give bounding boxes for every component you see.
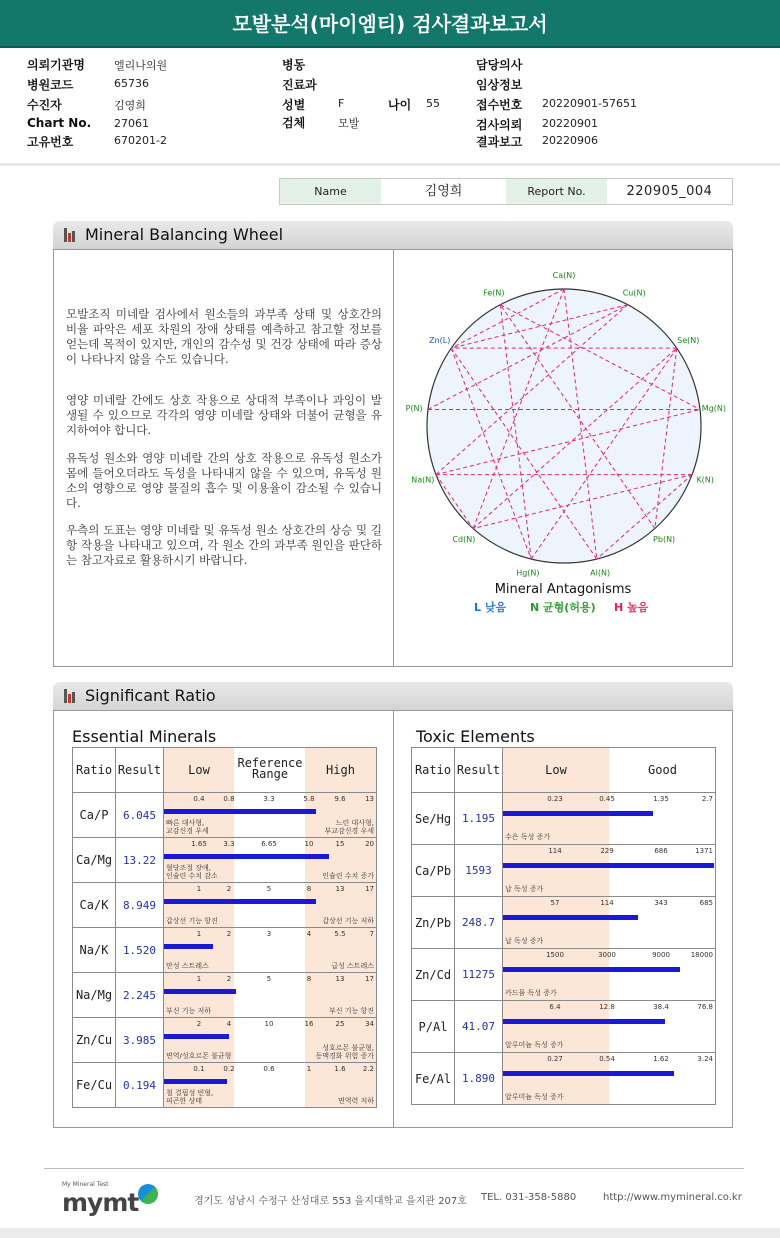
- info-value: 20220901: [542, 117, 598, 130]
- tick-label: 2: [226, 885, 232, 893]
- tick-labels: [503, 1003, 715, 1013]
- tick-labels: [164, 1020, 376, 1030]
- tick-label: 9000: [652, 951, 670, 959]
- tick-label: 34: [365, 1020, 374, 1028]
- tick-label: 1.65: [191, 840, 207, 848]
- ratio-row: [73, 883, 377, 928]
- ratio-name: P/Al: [412, 1001, 455, 1053]
- tick-labels: [503, 951, 715, 961]
- ratio-note-left: 만성 스트레스: [166, 962, 209, 970]
- wheel-node-label: P(N): [405, 403, 423, 413]
- ratio-result: 2.245: [116, 973, 164, 1018]
- name-value: 김영희: [424, 184, 463, 199]
- ratio-bar: [503, 967, 680, 972]
- wheel-node-label: Fe(N): [483, 288, 505, 298]
- info-label: 성별: [282, 98, 306, 112]
- tick-label: 13: [365, 795, 374, 803]
- ratio-result: 248.7: [455, 897, 503, 949]
- tick-label: 1: [196, 930, 202, 938]
- tick-label: 2.2: [362, 1065, 374, 1073]
- ratio-name: Ca/Pb: [412, 845, 455, 897]
- tick-label: 6.65: [261, 840, 277, 848]
- ratio-name: Na/K: [73, 928, 116, 973]
- tick-label: 12.8: [599, 1003, 615, 1011]
- section-title: Mineral Balancing Wheel: [85, 225, 284, 244]
- info-label: 임상정보: [476, 78, 523, 92]
- ratio-name: Ca/K: [73, 883, 116, 928]
- ratio-note: 납 독성 증가: [505, 885, 544, 893]
- info-label: 진료과: [282, 78, 317, 92]
- tick-label: 2: [226, 975, 232, 983]
- ratio-bar-cell: [503, 845, 716, 897]
- tick-label: 0.8: [223, 795, 235, 803]
- wheel-node-label: Zn(L): [429, 336, 451, 346]
- info-value: F: [338, 97, 345, 110]
- ratio-bar: [164, 899, 316, 904]
- wheel-node-label: Cu(N): [622, 288, 646, 298]
- ratio-row: [73, 1063, 377, 1108]
- ratio-bar: [503, 1019, 665, 1024]
- ratio-result: 6.045: [116, 793, 164, 838]
- paragraph: 우측의 도표는 영양 미네랄 및 유독성 원소 상호간의 상승 및 길항 작용을 나타내고 있으며, 각 원소 간의 과부족 원인을 판단하는 참고자료로 활용하시기 바랍니다.: [66, 523, 382, 567]
- info-label: 결과보고: [476, 135, 523, 149]
- ratio-name: Ca/Mg: [73, 838, 116, 883]
- tick-label: 1.6: [334, 1065, 346, 1073]
- ratio-row: [73, 973, 377, 1018]
- ratio-bar-cell: [164, 1018, 377, 1063]
- wheel-node-label: K(N): [696, 475, 714, 485]
- mymt-logo: mymt: [62, 1188, 139, 1217]
- tick-label: 343: [654, 899, 668, 907]
- tick-label: 2: [196, 1020, 202, 1028]
- ratio-name: Zn/Cu: [73, 1018, 116, 1063]
- ratio-bar-cell: [503, 793, 716, 845]
- tick-label: 5: [266, 885, 272, 893]
- ratio-note-right: 갑상선 기능 저하: [322, 917, 374, 925]
- info-label: 의뢰기관명: [27, 58, 85, 72]
- info-value: 20220901-57651: [542, 97, 637, 110]
- ratio-bar-cell: [164, 1063, 377, 1108]
- ratio-row: [412, 897, 716, 949]
- tick-label: 3.3: [263, 795, 275, 803]
- ratio-result: 1.890: [455, 1053, 503, 1105]
- report-label: Report No.: [506, 179, 607, 204]
- tick-label: 0.4: [193, 795, 205, 803]
- tick-label: 3.3: [223, 840, 235, 848]
- info-value: 27061: [114, 117, 149, 130]
- report-value: 220905_004: [626, 184, 713, 199]
- tick-label: 0.6: [263, 1065, 275, 1073]
- ratio-bar-cell: [164, 928, 377, 973]
- info-value: 55: [426, 97, 440, 110]
- ratio-row: [73, 793, 377, 838]
- section-title: Significant Ratio: [85, 686, 216, 705]
- tick-label: 25: [335, 1020, 345, 1028]
- ratio-note-right: 부신 기능 항진: [328, 1007, 374, 1015]
- ratio-bar: [503, 1071, 674, 1076]
- ratio-note-right: 면역력 저하: [337, 1097, 374, 1105]
- tick-label: 13: [335, 885, 345, 893]
- info-value: 20220906: [542, 134, 598, 147]
- tick-label: 17: [365, 975, 374, 983]
- tick-label: 16: [304, 1020, 314, 1028]
- tick-label: 3.24: [697, 1055, 713, 1063]
- col-result: Result: [116, 748, 164, 793]
- ratio-row: [73, 928, 377, 973]
- name-label: Name: [280, 179, 381, 204]
- tick-label: 1: [196, 975, 202, 983]
- essential-title: Essential Minerals: [72, 727, 217, 746]
- info-label: 담당의사: [476, 58, 523, 72]
- tick-label: 15: [335, 840, 345, 848]
- chart-bars-icon: [64, 228, 78, 242]
- ratio-bar-cell: [503, 949, 716, 1001]
- tick-label: 10: [304, 840, 314, 848]
- col-result: Result: [455, 748, 503, 793]
- info-label: Chart No.: [27, 116, 92, 130]
- info-value: 모발: [338, 117, 360, 130]
- footer-tel: TEL. 031-358-5880: [481, 1192, 577, 1203]
- ratio-note: 수은 독성 증가: [505, 833, 551, 841]
- paragraph: 영양 미네랄 간에도 상호 작용으로 상대적 부족이나 과잉이 발생될 수 있으므로 각각의 영양 미네랄 상태와 더불어 균형을 유지하여야 합니다.: [66, 393, 382, 437]
- ratio-bar-cell: [503, 897, 716, 949]
- tick-label: 20: [365, 840, 374, 848]
- info-label: 검체: [282, 116, 306, 130]
- ratio-name: Zn/Pb: [412, 897, 455, 949]
- info-label: 수진자: [27, 98, 62, 112]
- wheel-node-label: Mg(N): [701, 403, 727, 413]
- ratio-note-right: 급성 스트레스: [331, 962, 374, 970]
- patient-info: [0, 50, 780, 162]
- low-header: Low: [188, 763, 210, 777]
- info-value: 김영희: [114, 99, 146, 112]
- high-header: High: [326, 763, 355, 777]
- ratio-row: [73, 1018, 377, 1063]
- wheel-node-label: Na(N): [411, 475, 435, 485]
- tick-label: 1.62: [653, 1055, 669, 1063]
- ref-header: Reference Range: [237, 756, 303, 781]
- tick-label: 6.4: [549, 1003, 561, 1011]
- ratio-note-right: 성호르몬 불균형, 동맥경화 위험 증가: [315, 1044, 374, 1060]
- legend-low: L 낮음: [474, 601, 507, 614]
- ratio-result: 8.949: [116, 883, 164, 928]
- info-label: 고유번호: [27, 135, 74, 149]
- wheel-node-label: Hg(N): [516, 568, 540, 578]
- tick-label: 8: [306, 975, 312, 983]
- ratio-row: [412, 793, 716, 845]
- ratio-result: 1593: [455, 845, 503, 897]
- ratio-result: 13.22: [116, 838, 164, 883]
- ratio-note: 납 독성 증가: [505, 937, 544, 945]
- tick-label: 1500: [546, 951, 564, 959]
- ratio-note-right: 느린 대사형, 부교감신경 우세: [324, 819, 374, 835]
- wheel-node-label: Pb(N): [653, 535, 676, 545]
- tick-label: 0.27: [547, 1055, 563, 1063]
- ratio-name: Ca/P: [73, 793, 116, 838]
- tick-label: 686: [654, 847, 668, 855]
- tick-label: 114: [600, 899, 614, 907]
- paragraph: 모발조직 미네랄 검사에서 원소들의 과부족 상태 및 상호간의 비율 파악은 세포 차원의 장애 상태를 예측하고 참고할 정보를 얻는데 목적이 있지만, 개인의 감수성 및 건강 상태에 따라 증상이 나타나지 않을 수도 있습니다.: [66, 307, 382, 366]
- ratio-note-left: 빠른 대사형, 교감신경 우세: [166, 819, 209, 835]
- ratio-row: [412, 1053, 716, 1105]
- chart-bars-icon: [64, 689, 78, 703]
- logo-mark-icon: [138, 1184, 158, 1204]
- ratio-bar-cell: [164, 883, 377, 928]
- bottom-band: [0, 1228, 780, 1238]
- legend-normal: N 균형(허용): [530, 601, 596, 614]
- tick-labels: [503, 1055, 715, 1065]
- ratio-name: Se/Hg: [412, 793, 455, 845]
- ratio-result: 11275: [455, 949, 503, 1001]
- ratio-note-left: 혈당조절 장애, 인슐린 수치 감소: [166, 864, 218, 880]
- ratio-bar: [164, 989, 236, 994]
- tick-label: 0.23: [547, 795, 563, 803]
- info-label: 나이: [388, 98, 412, 112]
- name-report-box: [279, 178, 733, 205]
- wheel-node-label: Ca(N): [552, 271, 576, 280]
- ratio-bar-cell: [503, 1001, 716, 1053]
- tick-label: 1.35: [653, 795, 669, 803]
- tick-label: 0.2: [223, 1065, 235, 1073]
- good-header: Good: [648, 763, 677, 777]
- tick-label: 3: [266, 930, 272, 938]
- low-header: Low: [545, 763, 567, 777]
- tick-label: 13: [335, 975, 345, 983]
- tick-label: 1: [196, 885, 202, 893]
- ratio-bar: [164, 1034, 229, 1039]
- info-label: 병동: [282, 58, 306, 72]
- tick-labels: [503, 899, 715, 909]
- ratio-note-left: 갑상선 기능 항진: [166, 917, 218, 925]
- tick-labels: [164, 930, 376, 940]
- tick-label: 1371: [695, 847, 713, 855]
- tick-labels: [164, 840, 376, 850]
- ratio-result: 41.07: [455, 1001, 503, 1053]
- info-value: 65736: [114, 77, 149, 90]
- tick-label: 0.1: [193, 1065, 205, 1073]
- tick-label: 114: [548, 847, 562, 855]
- info-label: 검사의뢰: [476, 118, 523, 132]
- info-label: 병원코드: [27, 78, 74, 92]
- legend-high: H 높음: [614, 601, 649, 614]
- tick-label: 0.45: [599, 795, 615, 803]
- info-label: 접수번호: [476, 98, 523, 112]
- toxic-table: [411, 747, 716, 1105]
- col-ratio: Ratio: [412, 748, 455, 793]
- ratio-note-right: 인슐린 수치 증가: [322, 872, 374, 880]
- footer-divider: [44, 1168, 744, 1169]
- essential-table: [72, 747, 377, 1108]
- tick-label: 38.4: [653, 1003, 669, 1011]
- ratio-bar: [503, 811, 653, 816]
- tick-label: 2.7: [701, 795, 713, 803]
- ratio-bar-cell: [164, 973, 377, 1018]
- tick-label: 4: [306, 930, 312, 938]
- ratio-bar-cell: [503, 1053, 716, 1105]
- tick-labels: [503, 847, 715, 857]
- ratio-result: 0.194: [116, 1063, 164, 1108]
- ratio-name: Zn/Cd: [412, 949, 455, 1001]
- tick-label: 5.8: [303, 795, 315, 803]
- tick-label: 5.5: [334, 930, 346, 938]
- logo-tagline: My Mineral Test: [62, 1181, 109, 1188]
- tick-label: 0.54: [599, 1055, 615, 1063]
- tick-label: 1: [306, 1065, 312, 1073]
- ratio-bar: [503, 915, 638, 920]
- ratio-section-header: [53, 682, 733, 710]
- col-range: [503, 748, 716, 793]
- col-range: [164, 748, 377, 793]
- tick-label: 7: [369, 930, 374, 938]
- info-value: 엘리나의원: [114, 59, 168, 72]
- ratio-bar: [164, 854, 329, 859]
- ratio-bar: [164, 944, 213, 949]
- ratio-name: Fe/Al: [412, 1053, 455, 1105]
- ratio-bar: [164, 809, 316, 814]
- ratio-note-left: 철 결핍성 빈혈, 피곤한 상태: [166, 1089, 214, 1105]
- wheel-node-label: Al(N): [590, 568, 611, 578]
- ratio-note-left: 면역/성호르몬 불균형: [166, 1052, 232, 1060]
- tick-labels: [164, 1065, 376, 1075]
- info-value: 670201-2: [114, 134, 167, 147]
- tick-labels: [164, 795, 376, 805]
- wheel-node-label: Se(N): [677, 336, 700, 346]
- tick-label: 9.6: [334, 795, 346, 803]
- wheel-section-header: [53, 221, 733, 249]
- ratio-note: 알루미늄 독성 증가: [505, 1041, 564, 1049]
- ratio-row: [412, 949, 716, 1001]
- tick-label: 57: [550, 899, 560, 907]
- tick-labels: [503, 795, 715, 805]
- ratio-row: [73, 838, 377, 883]
- tick-label: 18000: [690, 951, 713, 959]
- wheel-node-label: Cd(N): [452, 535, 476, 545]
- ratio-row: [412, 1001, 716, 1053]
- ratio-result: 3.985: [116, 1018, 164, 1063]
- ratio-row: [412, 845, 716, 897]
- tick-label: 17: [365, 885, 374, 893]
- footer-address: 경기도 성남시 수정구 산성대로 553 을지대학교 을지관 207호: [194, 1196, 467, 1207]
- tick-label: 3000: [598, 951, 616, 959]
- ratio-bar-cell: [164, 838, 377, 883]
- col-ratio: Ratio: [73, 748, 116, 793]
- tick-label: 4: [226, 1020, 232, 1028]
- ratio-bar: [164, 1079, 227, 1084]
- ratio-note: 알루미늄 독성 증가: [505, 1093, 564, 1101]
- ratio-note: 카드뮴 독성 증가: [505, 989, 557, 997]
- ratio-name: Na/Mg: [73, 973, 116, 1018]
- tick-label: 10: [264, 1020, 274, 1028]
- ratio-bar: [503, 863, 714, 868]
- tick-labels: [164, 975, 376, 985]
- tick-label: 229: [600, 847, 614, 855]
- divider: [0, 163, 780, 166]
- tick-labels: [164, 885, 376, 895]
- ratio-note-left: 부신 기능 저하: [166, 1007, 212, 1015]
- tick-label: 5: [266, 975, 272, 983]
- ratio-result: 1.195: [455, 793, 503, 845]
- toxic-title: Toxic Elements: [416, 727, 535, 746]
- panel-divider: [393, 711, 394, 1127]
- tick-label: 76.8: [697, 1003, 713, 1011]
- ratio-bar-cell: [164, 793, 377, 838]
- footer-url: http://www.mymineral.co.kr: [603, 1192, 742, 1203]
- ratio-name: Fe/Cu: [73, 1063, 116, 1108]
- tick-label: 685: [699, 899, 713, 907]
- ratio-result: 1.520: [116, 928, 164, 973]
- paragraph: 유독성 원소와 영양 미네랄 간의 상호 작용으로 유독성 원소가 몸에 들어오더라도 독성을 나타내지 않을 수 있으며, 유독성 원소의 영향으로 영양 물질의 흡수 및 이용율이 감소될 수 있습니다.: [66, 451, 382, 510]
- report-title: 모발분석(마이엠티) 검사결과보고서: [0, 0, 780, 48]
- tick-label: 8: [306, 885, 312, 893]
- legend-title: Mineral Antagonisms: [494, 582, 632, 597]
- tick-label: 2: [226, 930, 232, 938]
- mineral-wheel: [394, 251, 732, 665]
